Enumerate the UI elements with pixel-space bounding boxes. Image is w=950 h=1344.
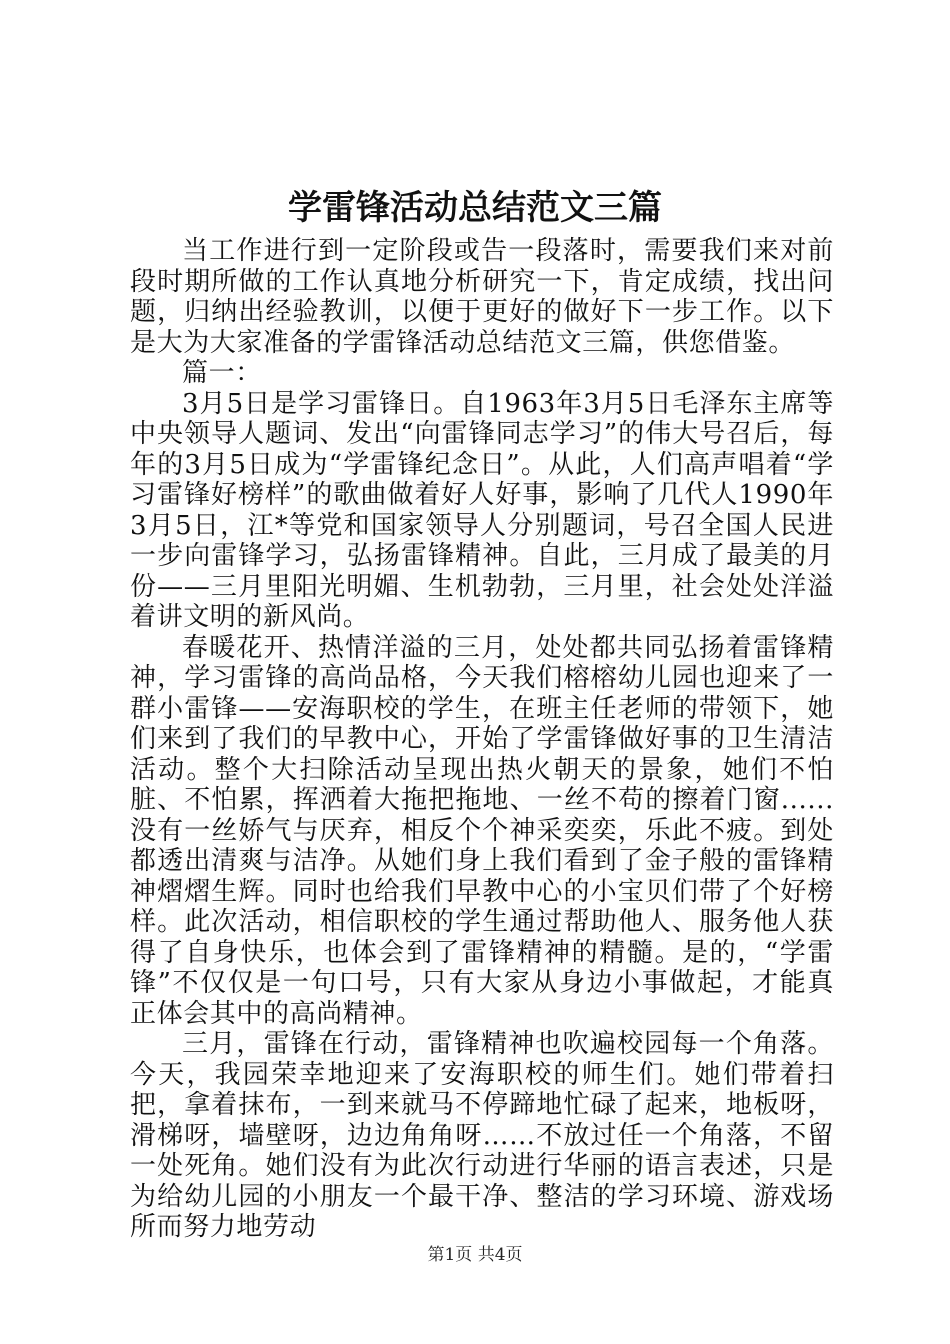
page-number-footer: 第1页 共4页 (427, 1245, 523, 1265)
document-body (130, 236, 834, 1243)
document-title: 学雷锋活动总结范文三篇 (288, 188, 662, 228)
section-heading-part-one: 篇一： (182, 358, 262, 388)
body-paragraph: 3月5日是学习雷锋日。自1963年3月5日毛泽东主席等中央领导人题词、发出“向雷锋同志学习”的伟大号召后，每年的3月5日成为“学雷锋纪念日”。从此，人们高声唱着“学习雷锋好榜样”的歌曲做着好人好事，影响了几代人1990年3月5日，江*等党和国家领导人分别题词，号召全国人民进一步向雷锋学习，弘扬雷锋精神。自此，三月成了最美的月份——三月里阳光明媚、生机勃勃，三月里，社会处处洋溢着讲文明的新风尚。 (130, 388, 834, 632)
intro-paragraph: 当工作进行到一定阶段或告一段落时，需要我们来对前段时期所做的工作认真地分析研究一下，肯定成绩，找出问题，归纳出经验教训，以便于更好的做好下一步工作。以下是大为大家准备的学雷锋活动总结范文三篇，供您借鉴。 (130, 236, 834, 358)
body-paragraph: 三月，雷锋在行动，雷锋精神也吹遍校园每一个角落。今天，我园荣幸地迎来了安海职校的师生们。她们带着扫把，拿着抹布，一到来就马不停蹄地忙碌了起来，地板呀，滑梯呀，墙壁呀，边边角角呀……不放过任一个角落，不留一处死角。她们没有为此次行动进行华丽的语言表述，只是为给幼儿园的小朋友一个最干净、整洁的学习环境、游戏场所而努力地劳动 (130, 1029, 834, 1242)
body-paragraph: 春暖花开、热情洋溢的三月，处处都共同弘扬着雷锋精神，学习雷锋的高尚品格，今天我们榕榕幼儿园也迎来了一群小雷锋——安海职校的学生，在班主任老师的带领下，她们来到了我们的早教中心，开始了学雷锋做好事的卫生清洁活动。整个大扫除活动呈现出热火朝天的景象，她们不怕脏、不怕累，挥洒着大拖把拖地、一丝不苟的擦着门窗......没有一丝娇气与厌弃，相反个个神采奕奕，乐此不疲。到处都透出清爽与洁净。从她们身上我们看到了金子般的雷锋精神熠熠生辉。同时也给我们早教中心的小宝贝们带了个好榜样。此次活动，相信职校的学生通过帮助他人、服务他人获得了自身快乐，也体会到了雷锋精神的精髓。是的，“学雷锋”不仅仅是一句口号，只有大家从身边小事做起，才能真正体会其中的高尚精神。 (130, 632, 834, 1029)
